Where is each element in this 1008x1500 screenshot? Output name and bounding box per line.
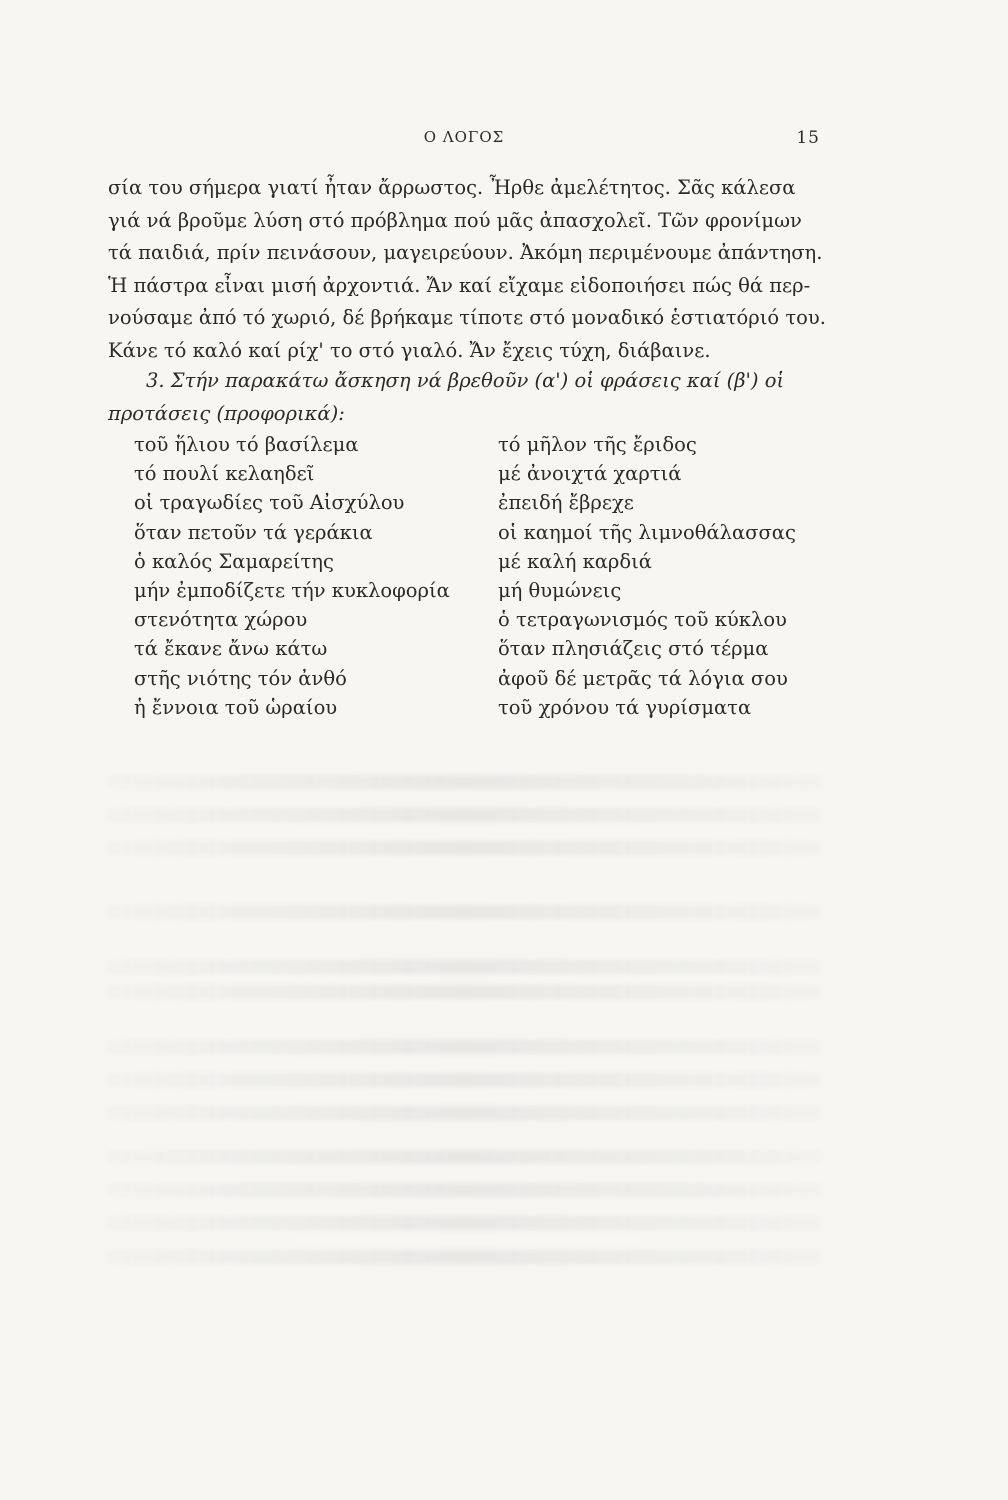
paragraph-line: σία του σήμερα γιατί ἦταν ἄρρωστος. Ἦρθε ἀμελέτητος. Σᾶς κάλεσα: [108, 176, 796, 199]
list-item: στῆς νιότης τόν ἀνθό: [134, 666, 347, 690]
left-phrase-column: [134, 430, 450, 722]
list-item: τό πουλί κελαηδεῖ: [134, 462, 315, 486]
list-item: ὅταν πλησιάζεις στό τέρμα: [498, 637, 769, 661]
show-through-line: [108, 1216, 820, 1230]
paragraph-line: νούσαμε ἀπό τό χωριό, δέ βρήκαμε τίποτε στό μοναδικό ἑστιατόριό του.: [108, 306, 826, 330]
show-through-line: [108, 1183, 820, 1197]
exercise-line-2: προτάσεις (προφορικά):: [108, 401, 345, 425]
example-sentences-paragraph: [108, 172, 826, 368]
list-item: μήν ἐμποδίζετε τήν κυκλοφορία: [134, 578, 450, 602]
list-item: τοῦ χρόνου τά γυρίσματα: [498, 695, 752, 719]
list-item: ἡ ἔννοια τοῦ ὡραίου: [134, 695, 338, 719]
show-through-line: [108, 1073, 820, 1087]
list-item: ὁ καλός Σαμαρείτης: [134, 549, 334, 573]
list-item: μή θυμώνεις: [498, 578, 622, 602]
right-phrase-column: [498, 430, 796, 722]
list-item: οἱ καημοί τῆς λιμνοθάλασσας: [498, 520, 796, 544]
list-item: οἱ τραγωδίες τοῦ Αἰσχύλου: [134, 491, 405, 515]
list-item: τό μῆλον τῆς ἔριδος: [498, 433, 697, 456]
show-through-line: [108, 1040, 820, 1054]
show-through-line: [108, 775, 820, 789]
show-through-line: [108, 960, 820, 974]
paragraph-line: τά παιδιά, πρίν πεινάσουν, μαγειρεύουν. Ἀκόμη περιμένουμε ἀπάντηση.: [108, 241, 823, 265]
paragraph-line: Κάνε τό καλό καί ρίχ' το στό γιαλό. Ἄν ἔχεις τύχη, διάβαινε.: [108, 338, 711, 362]
list-item: τοῦ ἥλιου τό βασίλεμα: [134, 433, 359, 456]
show-through-line: [108, 808, 820, 822]
exercise-instruction: [108, 365, 820, 430]
list-item: μέ ἀνοιχτά χαρτιά: [498, 462, 682, 486]
show-through-line: [108, 841, 820, 855]
list-item: τά ἔκανε ἄνω κάτω: [134, 637, 328, 661]
list-item: ὁ τετραγωνισμός τοῦ κύκλου: [498, 608, 787, 632]
list-item: στενότητα χώρου: [134, 608, 308, 632]
list-item: ὅταν πετοῦν τά γεράκια: [134, 520, 373, 544]
running-title: Ο ΛΟΓΟΣ: [423, 128, 505, 146]
page-number: 15: [796, 128, 820, 148]
show-through-line: [108, 1150, 820, 1164]
page-header: [108, 128, 820, 152]
list-item: ἐπειδή ἔβρεχε: [498, 491, 634, 515]
list-item: μέ καλή καρδιά: [498, 549, 652, 573]
show-through-line: [108, 985, 820, 999]
show-through-line: [108, 1250, 820, 1264]
list-item: ἀφοῦ δέ μετρᾶς τά λόγια σου: [498, 666, 788, 690]
exercise-line-1: 3. Στήν παρακάτω ἄσκηση νά βρεθοῦν (α') οἱ φράσεις καί (β') οἱ: [146, 369, 785, 392]
show-through-line: [108, 1106, 820, 1120]
paragraph-line: Ἡ πάστρα εἶναι μισή ἀρχοντιά. Ἄν καί εἴχαμε εἰδοποιήσει πώς θά περ-: [108, 273, 811, 297]
paragraph-line: γιά νά βροῦμε λύση στό πρόβλημα πού μᾶς ἀπασχολεῖ. Τῶν φρονίμων: [108, 208, 802, 232]
show-through-line: [108, 905, 820, 919]
